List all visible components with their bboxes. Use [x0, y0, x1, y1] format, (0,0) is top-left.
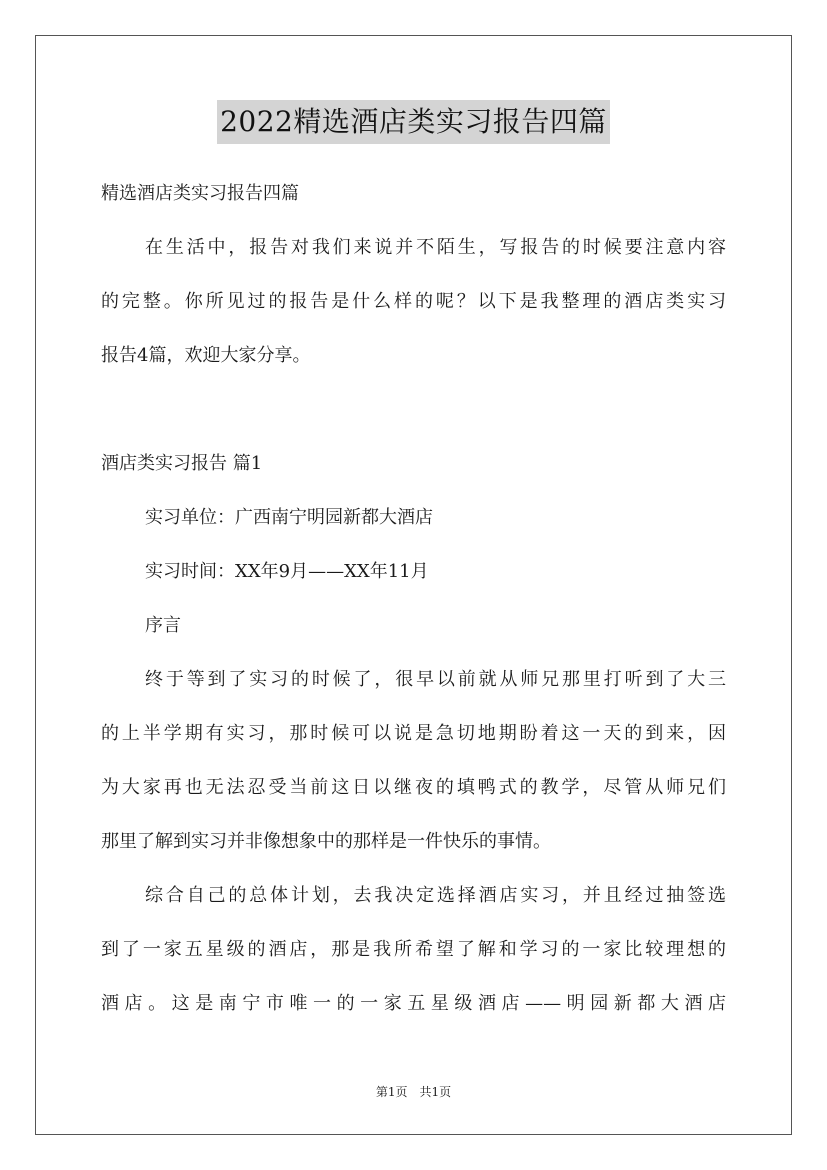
paragraph-line: 为大家再也无法忍受当前这日以继夜的填鸭式的教学，尽管从师兄们	[101, 777, 726, 798]
info-line-time: 实习时间：XX年9月——XX年11月	[145, 561, 429, 582]
subtitle: 精选酒店类实习报告四篇	[101, 183, 299, 204]
paragraph-line: 的完整。你所见过的报告是什么样的呢？以下是我整理的酒店类实习	[101, 291, 726, 312]
paragraph-line: 终于等到了实习的时候了，很早以前就从师兄那里打听到了大三	[145, 669, 726, 690]
paragraph-line: 报告4篇，欢迎大家分享。	[101, 345, 311, 366]
page-footer: 第1页 共1页	[375, 1085, 452, 1099]
paragraph-line: 的上半学期有实习，那时候可以说是急切地期盼着这一天的到来，因	[101, 723, 726, 744]
info-line-unit: 实习单位：广西南宁明园新都大酒店	[145, 507, 433, 528]
paragraph-line: 综合自己的总体计划，去我决定选择酒店实习，并且经过抽签选	[145, 885, 726, 906]
paragraph-line: 那里了解到实习并非像想象中的那样是一件快乐的事情。	[101, 831, 551, 852]
preface-heading: 序言	[145, 615, 181, 636]
paragraph-line: 到了一家五星级的酒店，那是我所希望了解和学习的一家比较理想的	[101, 939, 726, 960]
paragraph-line: 在生活中，报告对我们来说并不陌生，写报告的时候要注意内容	[145, 237, 726, 258]
section-heading: 酒店类实习报告 篇1	[101, 453, 263, 474]
title-container	[0, 100, 827, 144]
paragraph-line: 酒店。这是南宁市唯一的一家五星级酒店——明园新都大酒店	[101, 993, 726, 1014]
document-title: 2022精选酒店类实习报告四篇	[217, 100, 610, 144]
